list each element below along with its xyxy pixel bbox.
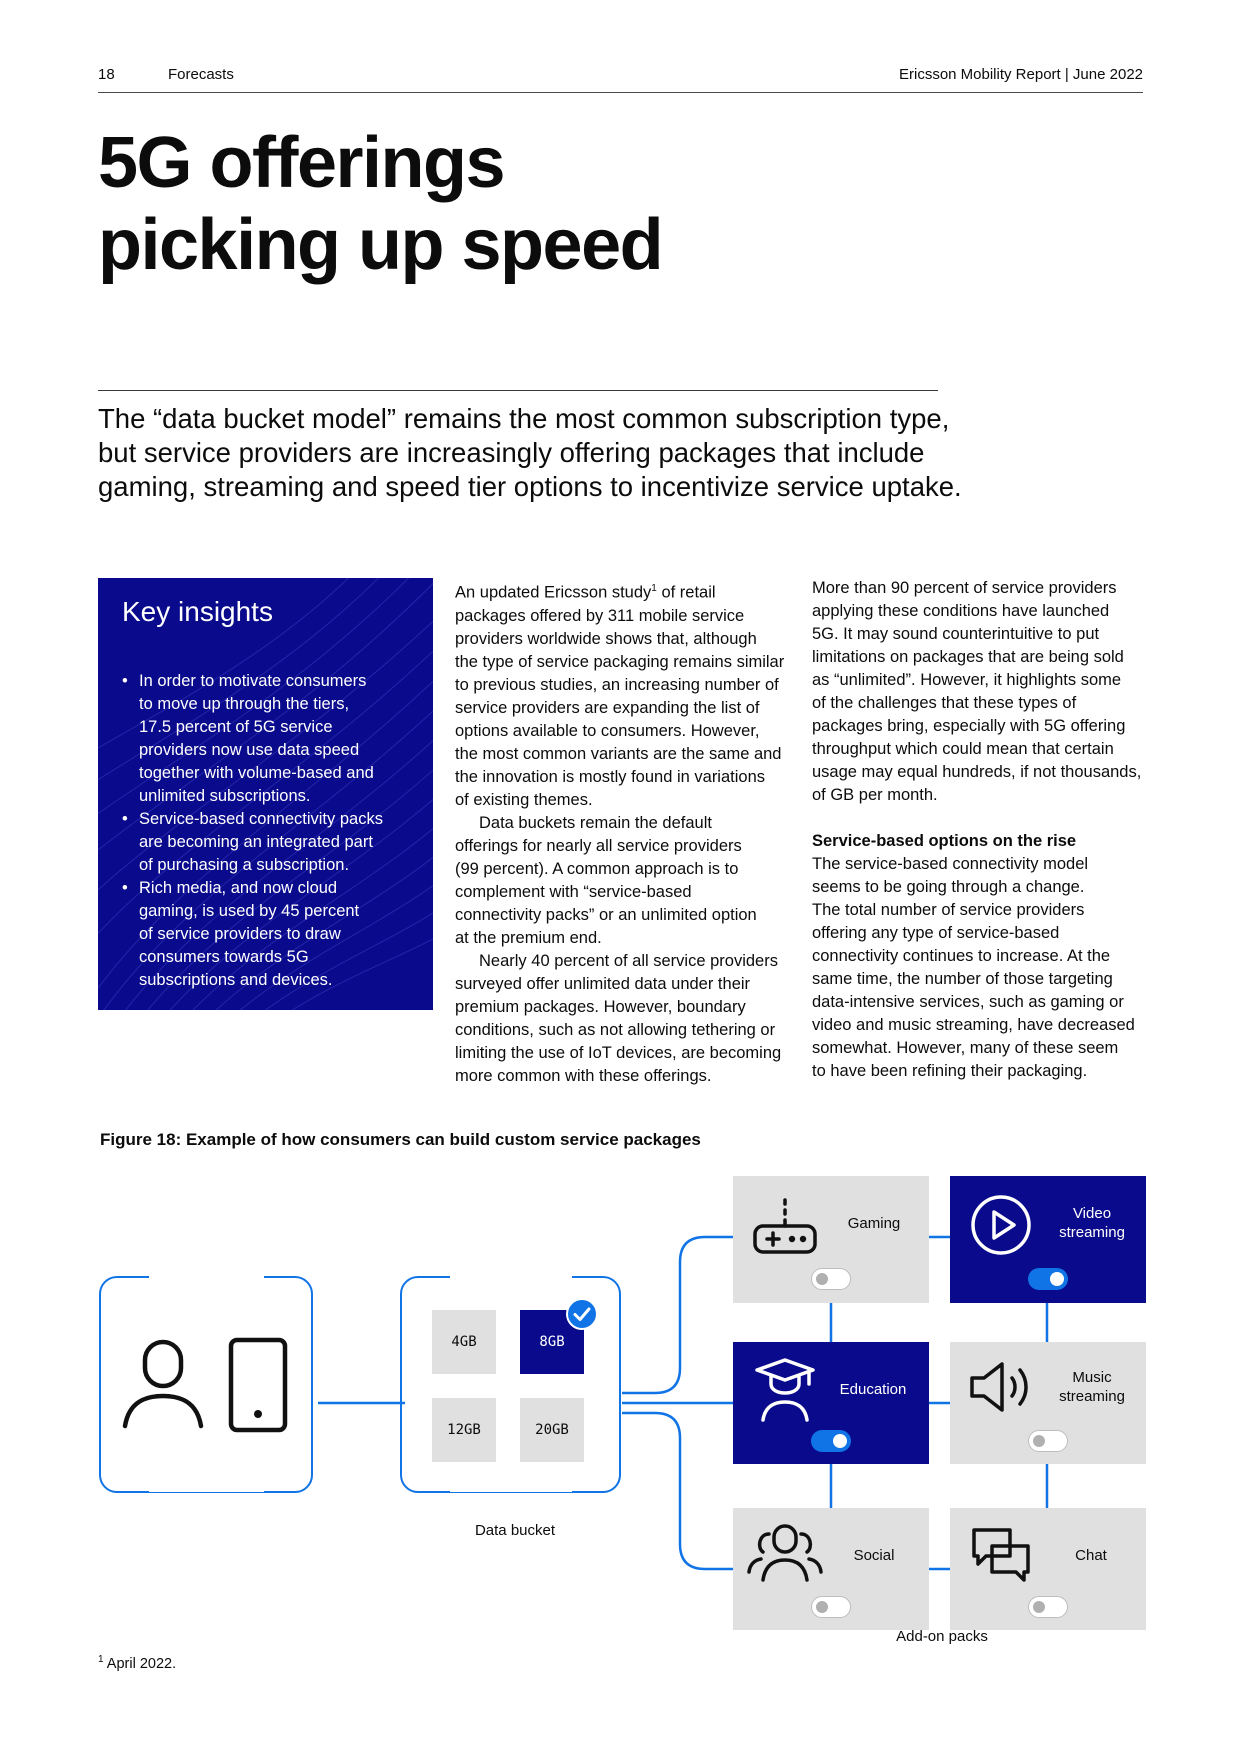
addon-label-line: Gaming: [847, 1215, 901, 1232]
intro-line: The “data bucket model” remains the most common subscription type,: [98, 403, 950, 434]
smartphone-icon: [227, 1336, 289, 1434]
addon-toggle-music-streaming[interactable]: [1028, 1430, 1068, 1452]
footnote-marker: 1: [98, 1654, 104, 1665]
body-line: somewhat. However, many of these seem: [812, 1039, 1119, 1057]
chat-bubbles-icon: [970, 1526, 1032, 1584]
checkmark-icon: [566, 1298, 598, 1330]
addon-label-line: streaming: [1059, 1224, 1125, 1241]
body-line: at the premium end.: [455, 928, 602, 947]
key-insight-line: 17.5 percent of 5G service: [139, 718, 333, 736]
page-number: 18: [98, 66, 115, 83]
addon-tile-video-streaming[interactable]: [950, 1176, 1146, 1303]
key-insight-item: [122, 877, 422, 992]
addon-label: [829, 1214, 919, 1233]
header-divider: [98, 92, 1143, 93]
intro-line: gaming, streaming and speed tier options to incentivize service uptake.: [98, 471, 962, 502]
addon-toggle-education[interactable]: [811, 1430, 851, 1452]
key-insight-line: unlimited subscriptions.: [139, 787, 311, 805]
graduation-cap-icon: [753, 1354, 817, 1422]
addon-tile-social[interactable]: [733, 1508, 929, 1630]
toggle-knob: [1033, 1601, 1045, 1613]
footnote: [98, 1654, 176, 1672]
speaker-icon: [968, 1358, 1036, 1416]
data-option-20gb[interactable]: 20GB: [520, 1398, 584, 1462]
body-line: more common with these offerings.: [455, 1066, 712, 1085]
body-line: to previous studies, an increasing number of: [455, 675, 779, 694]
consumer-bracket: [99, 1276, 314, 1494]
toggle-knob: [833, 1434, 847, 1448]
key-insight-line: gaming, is used by 45 percent: [139, 902, 360, 920]
body-line: of the challenges that these types of: [812, 694, 1077, 712]
footnote-text: April 2022.: [103, 1655, 177, 1672]
page-title-line-1: 5G offerings: [98, 123, 505, 203]
body-line: connectivity continues to increase. At the: [812, 947, 1111, 965]
body-line: (99 percent). A common approach is to: [455, 859, 739, 878]
body-line: options available to consumers. However,: [455, 721, 760, 740]
addon-tile-chat[interactable]: [950, 1508, 1146, 1630]
addon-toggle-social[interactable]: [811, 1596, 851, 1618]
body-line: complement with “service-based: [455, 882, 692, 901]
data-option-4gb[interactable]: 4GB: [432, 1310, 496, 1374]
data-bucket-label: Data bucket: [474, 1522, 556, 1539]
bracket-gap: [149, 1484, 264, 1492]
subheading: Service-based options on the rise: [812, 832, 1077, 850]
intro-line: but service providers are increasingly offering packages that include: [98, 437, 925, 468]
key-insight-line: to move up through the tiers,: [139, 695, 350, 713]
body-line: surveyed offer unlimited data under their: [455, 974, 751, 993]
section-name: Forecasts: [168, 66, 234, 83]
body-line: the most common variants are the same and: [455, 744, 782, 763]
gamepad-icon: [751, 1198, 819, 1256]
addon-label-line: Education: [839, 1381, 907, 1398]
body-line: offerings for nearly all service providers: [455, 836, 742, 855]
body-line: connectivity packs” or an unlimited option: [455, 905, 757, 924]
data-option-8gb[interactable]: 8GB: [520, 1310, 584, 1374]
key-insight-line: providers now use data speed: [139, 741, 360, 759]
key-insights-title: Key insights: [122, 596, 273, 627]
intro-paragraph: [98, 402, 962, 504]
key-insights-box: [98, 578, 433, 1010]
data-option-12gb[interactable]: 12GB: [432, 1398, 496, 1462]
addon-label-line: streaming: [1059, 1388, 1125, 1405]
body-line: the type of service packaging remains similar: [455, 652, 785, 671]
key-insights-list: [122, 670, 422, 992]
body-column-middle: [455, 577, 784, 1088]
body-line: limiting the use of IoT devices, are becoming: [455, 1043, 782, 1062]
body-line: to have been refining their packaging.: [812, 1062, 1088, 1080]
body-column-right: [812, 577, 1141, 1083]
body-line: data-intensive services, such as gaming or: [812, 993, 1124, 1011]
toggle-knob: [816, 1273, 828, 1285]
body-line: of existing themes.: [455, 790, 593, 809]
body-line: offering any type of service-based: [812, 924, 1060, 942]
person-icon: [119, 1336, 209, 1432]
addon-label-line: Video: [1072, 1205, 1112, 1222]
body-line: throughput which could mean that certain: [812, 740, 1114, 758]
addon-tile-music-streaming[interactable]: [950, 1342, 1146, 1464]
figure-caption: Figure 18: Example of how consumers can build custom service packages: [100, 1130, 701, 1149]
addon-label: [1042, 1368, 1142, 1406]
data-bucket-group: [400, 1276, 625, 1494]
addon-tile-education[interactable]: [733, 1342, 929, 1464]
body-line: conditions, such as not allowing tethering or: [455, 1020, 776, 1039]
page-title: [98, 122, 898, 286]
body-line: limitations on packages that are being sold: [812, 648, 1124, 666]
bracket-gap: [149, 1274, 264, 1282]
body-line: Data buckets remain the default: [479, 813, 712, 832]
play-icon: [970, 1194, 1032, 1256]
toggle-knob: [816, 1601, 828, 1613]
paragraph-gap: [812, 807, 1141, 830]
body-line: packages offered by 311 mobile service: [455, 606, 745, 625]
intro-divider: [98, 390, 938, 391]
body-line: [455, 577, 784, 605]
page-title-line-2: picking up speed: [98, 205, 663, 285]
bracket-gap: [450, 1484, 572, 1492]
footnote-reference: 1: [651, 583, 657, 594]
body-line: 5G. It may sound counterintuitive to put: [812, 625, 1100, 643]
addon-label-line: Chat: [1075, 1547, 1107, 1564]
key-insight-line: consumers towards 5G: [139, 948, 309, 966]
group-icon: [745, 1522, 825, 1584]
body-line-text: An updated Ericsson study: [455, 583, 652, 602]
connector-bucket-to-gaming: [622, 1237, 733, 1393]
addon-toggle-chat[interactable]: [1028, 1596, 1068, 1618]
add-on-packs-label: Add-on packs: [896, 1628, 988, 1645]
body-line: as “unlimited”. However, it highlights some: [812, 671, 1122, 689]
body-line: of GB per month.: [812, 786, 938, 804]
addon-label: [1046, 1546, 1136, 1565]
addon-toggle-video-streaming[interactable]: [1028, 1268, 1068, 1290]
body-line: The service-based connectivity model: [812, 855, 1089, 873]
body-line: same time, the number of those targeting: [812, 970, 1113, 988]
body-line: video and music streaming, have decreased: [812, 1016, 1135, 1034]
key-insight-line: of purchasing a subscription.: [139, 856, 350, 874]
addon-label: [1042, 1204, 1142, 1242]
connector-bucket-to-social: [622, 1413, 733, 1569]
key-insight-line: are becoming an integrated part: [139, 833, 373, 851]
toggle-knob: [1033, 1435, 1045, 1447]
body-line: More than 90 percent of service providers: [812, 579, 1117, 597]
key-insight-line: • Service-based connectivity packs: [139, 810, 383, 828]
addon-tile-gaming[interactable]: [733, 1176, 929, 1303]
body-line: service providers are expanding the list of: [455, 698, 760, 717]
key-insight-line: subscriptions and devices.: [139, 971, 333, 989]
body-line: premium packages. However, boundary: [455, 997, 746, 1016]
key-insight-line: together with volume-based and: [139, 764, 374, 782]
body-line: applying these conditions have launched: [812, 602, 1110, 620]
addon-label-line: Social: [853, 1547, 895, 1564]
key-insight-line: • Rich media, and now cloud: [139, 879, 338, 897]
key-insight-line: of service providers to draw: [139, 925, 341, 943]
bracket-gap: [450, 1274, 572, 1282]
key-insight-item: [122, 808, 422, 877]
body-line: seems to be going through a change.: [812, 878, 1085, 896]
key-insight-item: [122, 670, 422, 808]
body-line: the innovation is mostly found in variations: [455, 767, 766, 786]
body-line: providers worldwide shows that, although: [455, 629, 757, 648]
body-line: Nearly 40 percent of all service providers: [479, 951, 778, 970]
toggle-knob: [1050, 1272, 1064, 1286]
addon-toggle-gaming[interactable]: [811, 1268, 851, 1290]
addon-label: [829, 1546, 919, 1565]
body-line: The total number of service providers: [812, 901, 1085, 919]
body-line: packages bring, especially with 5G offering: [812, 717, 1126, 735]
body-line-text: of retail: [656, 583, 716, 602]
report-title: Ericsson Mobility Report | June 2022: [898, 66, 1143, 83]
key-insight-line: • In order to motivate consumers: [139, 672, 367, 690]
addon-label: [823, 1380, 923, 1399]
body-line: usage may equal hundreds, if not thousands,: [812, 763, 1142, 781]
addon-label-line: Music: [1072, 1369, 1112, 1386]
